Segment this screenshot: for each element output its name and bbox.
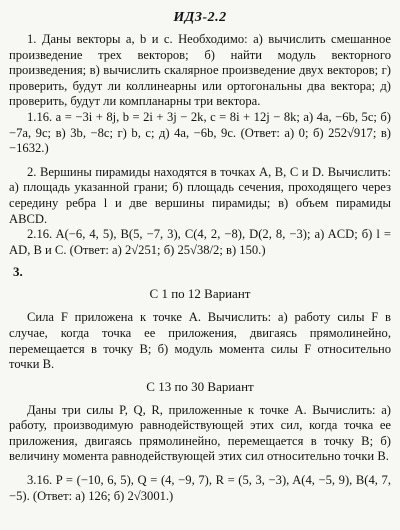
section-3-label: 3. xyxy=(13,264,23,280)
task-2-intro: 2. Вершины пирамиды находятся в точках A, B, C и D. Вычислить: а) площадь указанной грани; б) площадь сечения, проходящего через середину ребра l и две вершины пирамиды; в) объем пирамиды ABCD. xyxy=(9,164,391,226)
variant-heading-2: С 13 по 30 Вариант xyxy=(146,378,254,394)
task-3b-text: Даны три силы P, Q, R, приложенные к точке A. Вычислить: а) работу, производимую равнодействующей этих сил, когда точка ее приложения, двигаясь прямолинейно, перемещается в точку B; б) величину момента равнодействующей этих сил относительно точки B. xyxy=(9,402,391,464)
task-3b-problem: 3.16. P = (−10, 6, 5), Q = (4, −9, 7), R = (5, 3, −3), A(4, −5, 9), B(4, 7, −5). (Ответ: а) 126; б) 2√3001.) xyxy=(9,473,391,503)
task-1-problem: 1.16. a = −3i + 8j, b = 2i + 3j − 2k, c = 8i + 12j − 8k; а) 4a, −6b, 5c; б) −7a, 9c; в) 3b, −8c; г) b, c; д) 4a, −6b, 9c. (Ответ: а) 0; б) 252√917; в) −1632.) xyxy=(9,109,391,156)
task-3a-text: Сила F приложена к точке A. Вычислить: а) работу силы F в случае, когда точка ее приложения, двигаясь прямолинейно, перемещается в точку B; б) модуль момента силы F относительно точки B. xyxy=(9,310,391,372)
page-title: ИДЗ-2.2 xyxy=(173,10,227,25)
variant-heading-1: С 1 по 12 Вариант xyxy=(149,286,251,302)
task-1-intro: 1. Даны векторы a, b и c. Необходимо: а) вычислить смешанное произведение трех векторов; б) найти модуль векторного произведения; в) вычислить скалярное произведение двух векторов; г) проверить, будут ли коллинеарны или ортогональны два вектора; д) проверить, будут ли компланарны три вектора. xyxy=(9,32,391,109)
spacer xyxy=(9,157,391,165)
spacer xyxy=(9,465,391,473)
task-2-problem: 2.16. A(−6, 4, 5), B(5, −7, 3), C(4, 2, −8), D(2, 8, −3); а) ACD; б) l = AD, B и C. (Ответ: а) 2√251; б) 25√38/2; в) 150.) xyxy=(9,227,391,257)
